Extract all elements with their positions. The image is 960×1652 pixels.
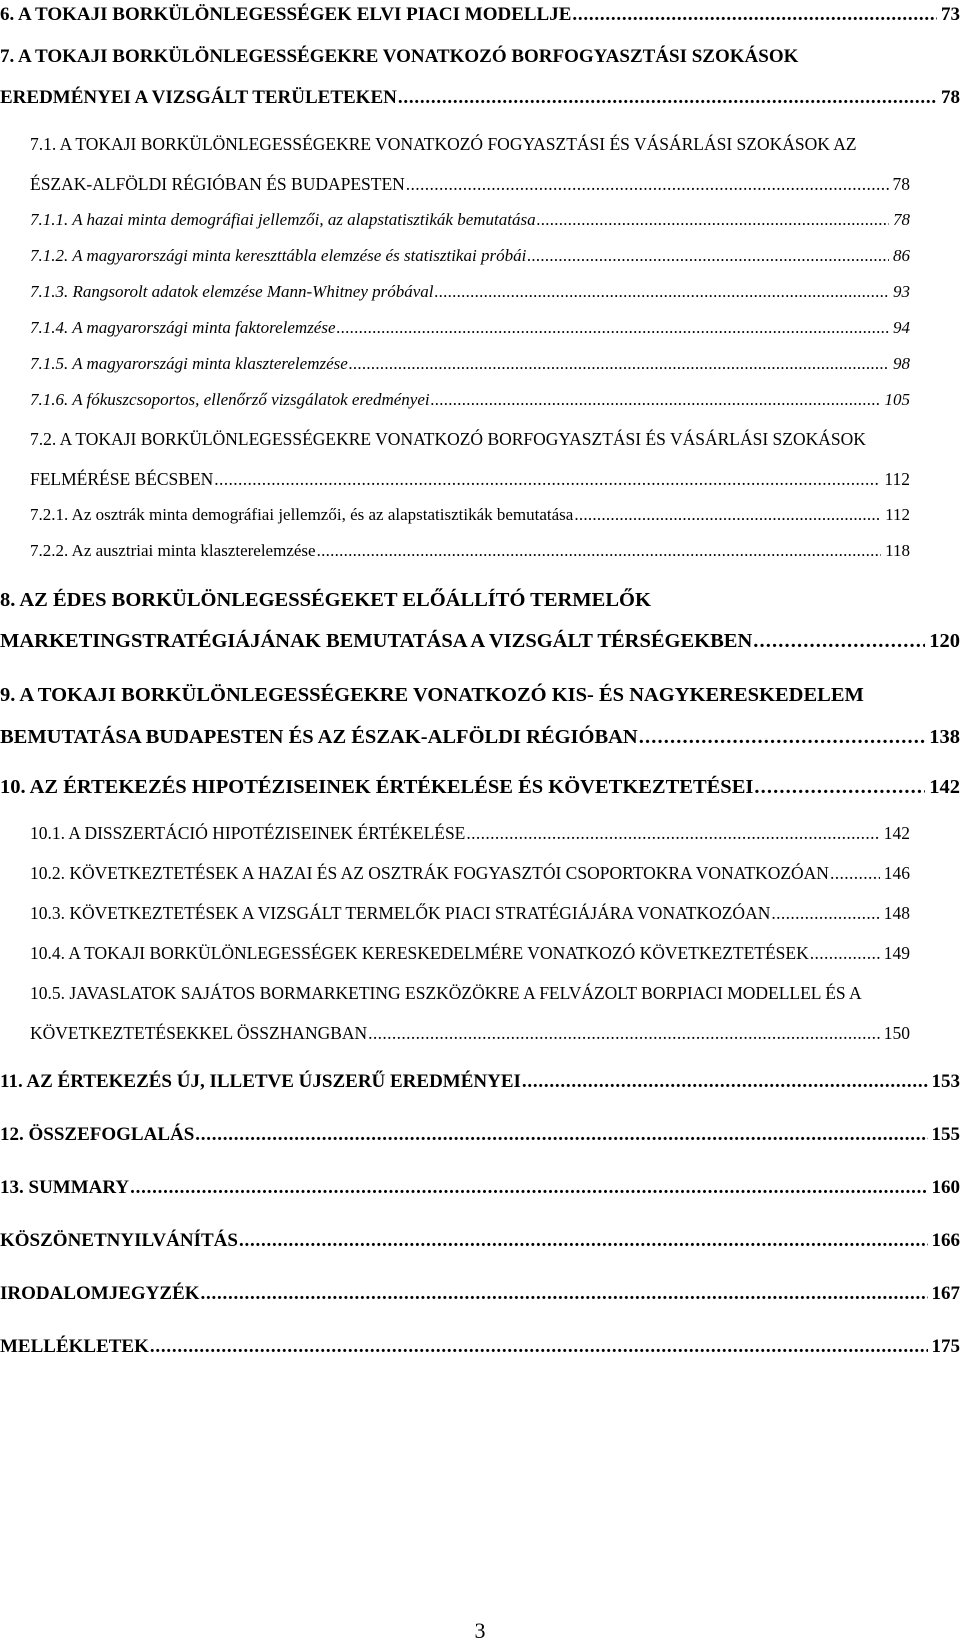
toc-entry-title: BEMUTATÁSA BUDAPESTEN ÉS AZ ÉSZAK-ALFÖLDI RÉGIÓBAN	[0, 726, 638, 748]
dot-leader	[239, 1230, 928, 1252]
toc-entry[interactable]	[30, 134, 910, 164]
toc-entry-title: 7. A TOKAJI BORKÜLÖNLEGESSÉGEKRE VONATKOZÓ BORFOGYASZTÁSI SZOKÁSOK	[0, 46, 799, 67]
toc-entry[interactable]	[0, 1336, 960, 1366]
toc-entry-title: 10.4. A TOKAJI BORKÜLÖNLEGESSÉGEK KERESKEDELMÉRE VONATKOZÓ KÖVETKEZTETÉSEK	[30, 943, 809, 963]
toc-entry[interactable]	[0, 1071, 960, 1101]
toc-entry-page: 78	[893, 210, 910, 229]
toc-entry-title: MARKETINGSTRATÉGIÁJÁNAK BEMUTATÁSA A VIZSGÁLT TÉRSÉGEKBEN	[0, 630, 753, 652]
toc-entry-title: 10. AZ ÉRTEKEZÉS HIPOTÉZISEINEK ÉRTÉKELÉSE ÉS KÖVETKEZTETÉSEI	[0, 776, 754, 798]
toc-entry-page: 150	[883, 1023, 910, 1043]
toc-entry[interactable]	[30, 210, 910, 240]
toc-entry-title: 7.1.4. A magyarországi minta faktorelemzése	[30, 318, 336, 337]
toc-entry[interactable]	[30, 318, 910, 348]
toc-entry-title: 7.1.1. A hazai minta demográfiai jellemzői, az alapstatisztikák bemutatása	[30, 210, 536, 229]
toc-entry-title: 7.1.6. A fókuszcsoportos, ellenőrző vizsgálatok eredményei	[30, 390, 430, 409]
toc-entry-title: 7.2.2. Az ausztriai minta klaszterelemzése	[30, 541, 316, 560]
dot-leader	[150, 1336, 928, 1358]
toc-entry-title: 8. AZ ÉDES BORKÜLÖNLEGESSÉGEKET ELŐÁLLÍTÓ TERMELŐK	[0, 589, 651, 611]
toc-entry-title: KÖSZÖNETNYILVÁNÍTÁS	[0, 1230, 238, 1251]
toc-entry-title: ÉSZAK-ALFÖLDI RÉGIÓBAN ÉS BUDAPESTEN	[30, 174, 405, 194]
dot-leader	[771, 903, 879, 924]
toc-entry-title: 7.1. A TOKAJI BORKÜLÖNLEGESSÉGEKRE VONATKOZÓ FOGYASZTÁSI ÉS VÁSÁRLÁSI SZOKÁSOK AZ	[30, 134, 857, 154]
toc-entry-page: 149	[883, 943, 910, 963]
toc-entry-page: 94	[893, 318, 910, 337]
toc-entry-page: 153	[931, 1071, 960, 1092]
dot-leader	[201, 1283, 928, 1305]
dot-leader	[810, 943, 880, 964]
toc-entry-page: 78	[892, 174, 910, 194]
toc-entry-title: 9. A TOKAJI BORKÜLÖNLEGESSÉGEKRE VONATKOZÓ KIS- ÉS NAGYKERESKEDELEM	[0, 684, 864, 706]
dot-leader	[639, 726, 926, 749]
toc-entry-page: 93	[893, 282, 910, 301]
toc-entry[interactable]	[30, 903, 910, 933]
toc-entry[interactable]	[0, 1177, 960, 1207]
toc-entry-title: 7.1.2. A magyarországi minta kereszttábla elemzése és statisztikai próbái	[30, 246, 527, 265]
toc-entry-continued[interactable]	[30, 1023, 910, 1053]
toc-entry-continued[interactable]	[30, 174, 910, 204]
dot-leader	[214, 469, 880, 490]
toc-entry-title: EREDMÉNYEI A VIZSGÁLT TERÜLETEKEN	[0, 87, 397, 108]
toc-entry[interactable]	[0, 1230, 960, 1260]
dot-leader	[337, 318, 889, 338]
toc-entry-title: 7.2.1. Az osztrák minta demográfiai jellemzői, és az alapstatisztikák bemutatása	[30, 505, 574, 524]
toc-entry-page: 98	[893, 354, 910, 373]
toc-entry-title: 10.2. KÖVETKEZTETÉSEK A HAZAI ÉS AZ OSZTRÁK FOGYASZTÓI CSOPORTOKRA VONATKOZÓAN	[30, 863, 829, 883]
dot-leader	[572, 4, 937, 26]
toc-entry-page: 146	[883, 863, 910, 883]
dot-leader	[435, 282, 889, 302]
toc-entry[interactable]	[30, 429, 910, 459]
toc-entry-title: 7.1.3. Rangsorolt adatok elemzése Mann-Whitney próbával	[30, 282, 434, 301]
toc-entry-title: 7.1.5. A magyarországi minta klaszterelemzése	[30, 354, 348, 373]
toc-entry[interactable]	[30, 823, 910, 853]
toc-entry-page: 148	[883, 903, 910, 923]
toc-entry-page: 142	[929, 776, 960, 798]
toc-entry-page: 155	[931, 1124, 960, 1145]
dot-leader	[574, 505, 881, 525]
dot-leader	[830, 863, 880, 884]
dot-leader	[317, 541, 882, 561]
toc-entry-continued[interactable]	[0, 726, 960, 756]
dot-leader	[398, 87, 937, 109]
toc-entry-page: 112	[884, 469, 910, 489]
dot-leader	[195, 1124, 927, 1146]
toc-entry[interactable]	[30, 354, 910, 384]
toc-entry[interactable]	[0, 1283, 960, 1313]
toc-entry-page: 160	[931, 1177, 960, 1198]
toc-entry[interactable]	[0, 1124, 960, 1154]
dot-leader	[537, 210, 889, 230]
toc-entry-continued[interactable]	[0, 630, 960, 660]
page-number: 3	[474, 1618, 486, 1643]
toc-entry-title: 11. AZ ÉRTEKEZÉS ÚJ, ILLETVE ÚJSZERŰ EREDMÉNYEI	[0, 1071, 521, 1092]
dot-leader	[406, 174, 889, 195]
dot-leader	[753, 630, 925, 653]
toc-entry[interactable]	[0, 684, 960, 714]
toc-entry[interactable]	[0, 589, 960, 619]
dot-leader	[349, 354, 889, 374]
toc-entry-page: 175	[931, 1336, 960, 1357]
toc-entry-title: 7.2. A TOKAJI BORKÜLÖNLEGESSÉGEKRE VONATKOZÓ BORFOGYASZTÁSI ÉS VÁSÁRLÁSI SZOKÁSOK	[30, 429, 866, 449]
toc-entry-title: 10.1. A DISSZERTÁCIÓ HIPOTÉZISEINEK ÉRTÉKELÉSE	[30, 823, 466, 843]
toc-entry[interactable]	[0, 776, 960, 806]
toc-entry-page: 73	[941, 4, 960, 25]
toc-entry-title: 10.5. JAVASLATOK SAJÁTOS BORMARKETING ESZKÖZÖKRE A FELVÁZOLT BORPIACI MODELLEL ÉS A	[30, 983, 862, 1003]
toc-entry-page: 112	[885, 505, 910, 524]
toc-entry-page: 167	[931, 1283, 960, 1304]
toc-entry[interactable]	[30, 505, 910, 535]
toc-entry-title: 6. A TOKAJI BORKÜLÖNLEGESSÉGEK ELVI PIACI MODELLJE	[0, 4, 572, 25]
toc-entry-page: 105	[884, 390, 910, 409]
toc-entry[interactable]	[30, 943, 910, 973]
toc-entry-title: IRODALOMJEGYZÉK	[0, 1283, 200, 1304]
dot-leader	[527, 246, 889, 266]
toc-entry[interactable]	[0, 4, 960, 34]
toc-entry[interactable]	[30, 541, 910, 571]
dot-leader	[130, 1177, 927, 1199]
dot-leader	[368, 1023, 880, 1044]
toc-entry[interactable]	[30, 282, 910, 312]
toc-entry-page: 166	[931, 1230, 960, 1251]
toc-entry[interactable]	[30, 863, 910, 893]
toc-entry-page: 120	[929, 630, 960, 652]
toc-entry-title: FELMÉRÉSE BÉCSBEN	[30, 469, 214, 489]
toc-entry-continued[interactable]	[30, 469, 910, 499]
toc-entry-page: 78	[941, 87, 960, 108]
toc-entry-title: 13. SUMMARY	[0, 1177, 130, 1198]
toc-entry-title: MELLÉKLETEK	[0, 1336, 149, 1357]
toc-entry[interactable]	[30, 983, 910, 1013]
dot-leader	[754, 776, 925, 799]
toc-entry-page: 138	[929, 726, 960, 748]
dot-leader	[466, 823, 879, 844]
dot-leader	[431, 390, 881, 410]
toc-entry-page: 86	[893, 246, 910, 265]
toc-entry-page: 118	[885, 541, 910, 560]
toc-entry-title: 12. ÖSSZEFOGLALÁS	[0, 1124, 195, 1145]
toc-entry-continued[interactable]	[0, 87, 960, 117]
toc-entry[interactable]	[30, 390, 910, 420]
toc-entry-title: KÖVETKEZTETÉSEKKEL ÖSSZHANGBAN	[30, 1023, 368, 1043]
toc-entry-title: 10.3. KÖVETKEZTETÉSEK A VIZSGÁLT TERMELŐK PIACI STRATÉGIÁJÁRA VONATKOZÓAN	[30, 903, 771, 923]
dot-leader	[522, 1071, 928, 1093]
toc-entry-page: 142	[883, 823, 910, 843]
toc-entry[interactable]	[30, 246, 910, 276]
toc-entry[interactable]	[0, 46, 960, 76]
